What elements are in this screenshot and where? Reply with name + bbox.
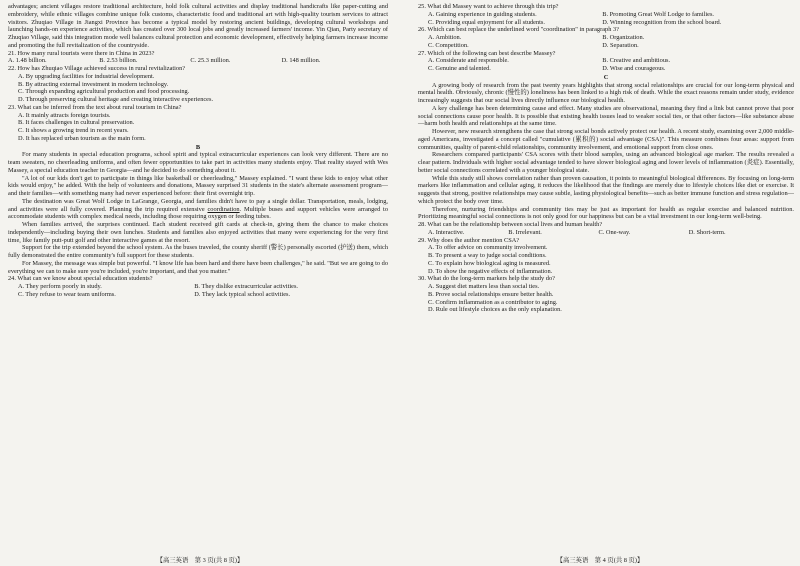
option: D. Short-term.: [688, 228, 726, 236]
question-26: 26. Which can best replace the underlined word "coordination" in paragraph 3?: [418, 26, 619, 34]
question-23-options: [8, 112, 388, 143]
option: B. They dislike extracurricular activities.: [194, 283, 299, 290]
option: D. They lack typical school activities.: [194, 290, 291, 298]
option: A. Considerate and responsible.: [428, 57, 509, 65]
option: C. Competition.: [428, 41, 469, 49]
option: A. It mainly attracts foreign tourists.: [18, 111, 111, 119]
passage-b-paragraph: When families arrived, the surprises continued. Each student received gift cards at check-in, giving them the chance to make choices independently—including buying their own lunches. Students and families also enjoyed activities that many were experiencing for the very first time, like family putt-putt golf and other interactive games at the resort.: [8, 221, 388, 244]
option: C. They refuse to wear team uniforms.: [18, 290, 116, 298]
text-run: The destination was Great Wolf Lodge in LaGrange, Georgia, and families didn't have to pay a single dollar. Transportation, meals, lodging, and activities were all fully covered. Planning the trip required extensive: [8, 197, 388, 213]
passage-c-paragraph: A growing body of research from the past twenty years highlights that strong social relationships are crucial for our long-term physical and mental health. Obviously, chronic (慢性的) loneliness has been linked to a high risk of death. While the exact reasons remain under study, evidence increasingly suggests that our social lives directly influence our biological health.: [418, 81, 794, 104]
question-27: 27. Which of the following can best describe Massey?: [418, 49, 556, 57]
question-22-options: [8, 73, 388, 104]
passage-c-paragraph: Therefore, nurturing friendships and community ties may be just as important for health as regular exercise and balanced nutrition. Prioritizing meaningful social connections is not only good for our happiness but can be a vital investment in our long-term well-being.: [418, 205, 794, 221]
option: D. To show the negative effects of inflammation.: [428, 267, 553, 275]
option: A. 1.48 billion.: [8, 57, 47, 65]
underlined-word: coordination: [207, 205, 240, 213]
question-21: 21. How many rural tourists were there in China in 2023?: [8, 49, 155, 57]
option: C. Providing equal enjoyment for all students.: [428, 18, 545, 26]
option: D. 148 million.: [281, 57, 321, 65]
option: B. Creative and ambitious.: [602, 57, 671, 65]
question-27-options: [418, 57, 794, 73]
option: D. Rule out lifestyle choices as the only explanation.: [428, 306, 562, 314]
page-footer-left: 【高三英语 第 3 页(共 8 页)】: [156, 557, 244, 564]
option: A. Ambition.: [428, 34, 462, 41]
question-22: 22. How has Zhuqiao Village achieved success in rural revitalization?: [8, 65, 186, 72]
text-run: . Multiple buses and support vehicles were arranged to accommodate students with complex medical needs, including those requiring oxygen or feeding tubes.: [8, 205, 388, 221]
option: A. To offer advice on community involvement.: [428, 244, 548, 252]
question-29-options: [418, 244, 794, 275]
question-25-options: [418, 11, 794, 27]
question-23: 23. What can be inferred from the text about rural tourism in China?: [8, 103, 182, 111]
page-footer-right: 【高三英语 第 4 页(共 8 页)】: [556, 557, 644, 564]
passage-c-paragraph: Researchers compared participants' CSA scores with their blood samples, using an advanced biological age marker. The results revealed a clear pattern. Individuals with higher social advantage tended to have slower biological aging and lower levels of inflammation (炎症). Essentially, better social connections correlated with a younger biological state.: [418, 151, 794, 174]
question-21-options: [8, 57, 388, 65]
passage-c-paragraph: While this study still shows correlation rather than proven causation, it points to meaningful biological differences. By focusing on long-term markers like inflammation and cellular aging, it reduces the likelihood that the findings are merely due to lifestyle choices like diet or exercise. It suggests that strong, positive relationships may cause subtle, lasting physiological benefits—such as better immune function and stress regulation—which protect the body over time.: [418, 174, 794, 205]
question-29: 29. Why does the author mention CSA?: [418, 236, 520, 244]
question-26-options: [418, 34, 794, 50]
section-c-heading: C: [603, 73, 609, 81]
option: A. Interactive.: [428, 228, 465, 236]
passage-c-paragraph: However, new research strengthens the case that strong social bonds actively protect our health. A recent study, examining over 2,000 middle-aged Americans, investigated a concept called "cumulative (累积的) social advantage (CSA)". This measure combines four areas: support from communities, quality of parent-child relationships, community involvement, and emotional support from close ones.: [418, 128, 794, 151]
option: B. It faces challenges in cultural preservation.: [18, 119, 135, 127]
option: C. 25.3 million.: [190, 57, 231, 65]
option: D. Separation.: [602, 41, 639, 49]
option: B. Organization.: [602, 34, 645, 41]
option: A. They perform poorly in study.: [18, 283, 102, 290]
question-30-options: [418, 283, 794, 314]
question-24-options: [8, 283, 388, 299]
question-28: 28. What can be the relationship between social lives and human health?: [418, 221, 603, 228]
option: C. Through expanding agricultural production and food processing.: [18, 88, 190, 96]
passage-b-paragraph: For many students in special education programs, school spirit and typical extracurricular experiences can look very different. There are no team sweaters, no cheerleading uniforms, and often fewer opportunities to take part in activities many students enjoy. That reality stayed with Wes Massey, a special education teacher in Georgia—and he decided to do something about it.: [8, 151, 388, 174]
passage-a-end: advantages; ancient villages restore traditional architecture, hold folk cultural activities and display traditional handicrafts like paper-cutting and embroidery, while ethnic villages combine unique folk customs, characteristic food and traditional art with high-quality tourism services to attract visitors. Zhuqiao Village in Jiangxi Province has become a typical model by restoring ancient buildings, developing cultural workshops and launching hands-on experience activities, which has created over 300 local jobs and greatly increased farmers' income. Yin Qian, Party secretary of Zhuqiao Village, said this integration mode well balances cultural protection and economic development, effectively helping farmers increase income and promoting the full revitalization of the countryside.: [8, 3, 388, 49]
passage-c-paragraph: A key challenge has been determining cause and effect. Many studies are observational, meaning they find a link but cannot prove that poor social connections cause poor health. It is possible that existing health issues lead to weaker social ties, or that other factors—like substance abuse—harm both health and relationships at the same time.: [418, 104, 794, 128]
option: B. Promoting Great Wolf Lodge to families.: [602, 10, 715, 18]
passage-b-paragraph: [8, 198, 388, 221]
option: D. Winning recognition from the school board.: [602, 18, 722, 26]
left-page-column: [8, 3, 388, 299]
question-24: 24. What can we know about special education students?: [8, 275, 153, 283]
passage-b-paragraph: Support for the trip extended beyond the school system. As the buses traveled, the county sheriff (警长) personally escorted (护送) them, which fully demonstrated the entire community's full support for these students.: [8, 244, 388, 259]
option: D. Wise and courageous.: [602, 65, 666, 72]
question-30: 30. What do the long-term markers help the study do?: [418, 275, 555, 283]
option: B. To present a way to judge social conditions.: [428, 252, 547, 259]
option: C. Confirm inflammation as a contributor to aging.: [428, 298, 558, 306]
question-25: 25. What did Massey want to achieve through this trip?: [418, 3, 559, 10]
option: C. To explain how biological aging is measured.: [428, 259, 551, 267]
option: C. Genuine and talented.: [428, 65, 491, 72]
passage-b-paragraph: For Massey, the message was simple but powerful. "I know life has been hard and there have been challenges," he said. "But we are going to do everything we can to make sure you're included, you're important, and that you matter.": [8, 259, 388, 275]
option: B. 2.53 billion.: [99, 57, 138, 65]
section-b-heading: B: [195, 143, 201, 151]
option: B. Irrelevant.: [508, 228, 542, 236]
option: B. Prove social relationships ensure better health.: [428, 290, 554, 298]
option: C. One-way.: [598, 228, 631, 236]
option: A. Gaining experience in guiding students.: [428, 10, 537, 18]
question-28-options: [418, 229, 794, 237]
option: D. It has replaced urban tourism as the main form.: [18, 134, 146, 142]
passage-b-paragraph: "A lot of our kids don't get to participate in things like basketball or cheerleading," Massey explained. "I want these kids to enjoy what other kids would enjoy," he added. With the help of volunteers and donations, Massey surprised 31 students in the state's alternate assessment program—and their families—with something many had never experienced before: their first overnight trip.: [8, 174, 388, 197]
option: C. It shows a growing trend in recent years.: [18, 127, 129, 134]
option: A. By upgrading facilities for industrial development.: [18, 72, 155, 80]
option: B. By attracting external investment in modern technology.: [18, 80, 169, 88]
option: A. Suggest diet matters less than social ties.: [428, 283, 540, 290]
option: D. Through preserving cultural heritage and creating interactive experiences.: [18, 96, 214, 103]
right-page-column: [418, 3, 794, 314]
